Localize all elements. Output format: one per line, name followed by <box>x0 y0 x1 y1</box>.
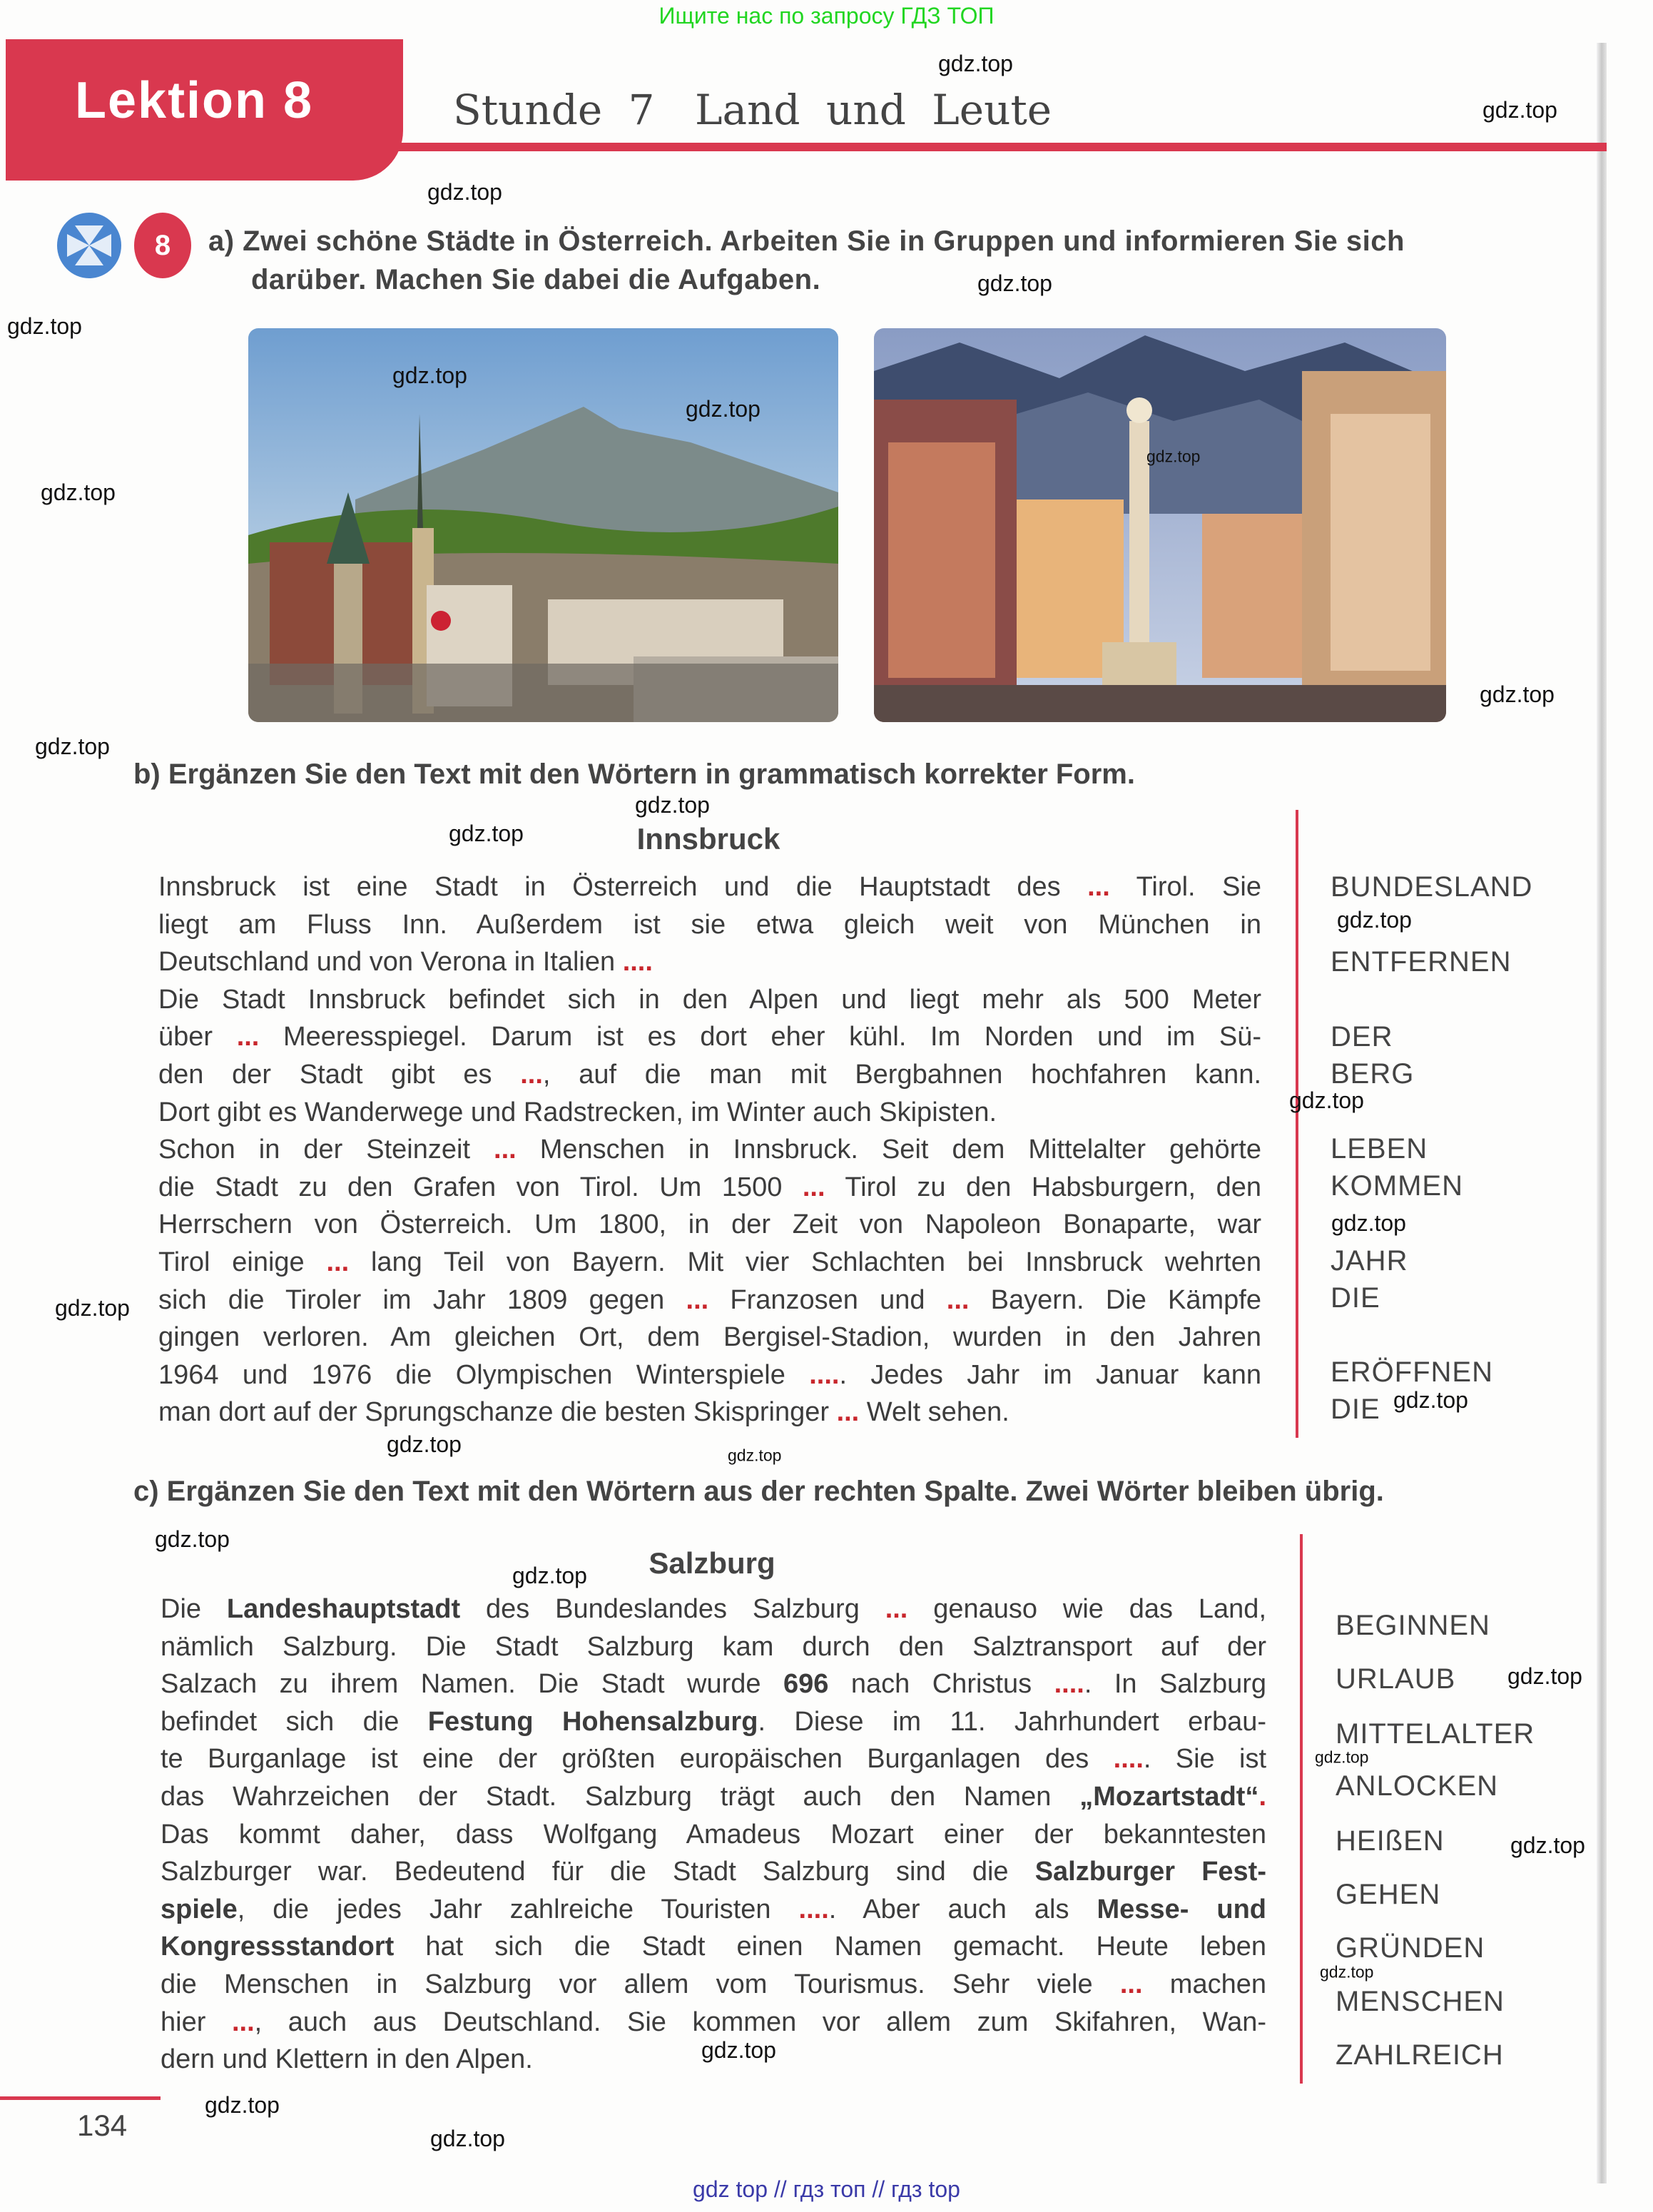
bold-term: spiele <box>161 1894 238 1924</box>
watermark: gdz.top <box>1320 1962 1374 1982</box>
text-run: . Aber auch als <box>828 1894 1097 1924</box>
blank-gap: ... <box>802 1172 825 1202</box>
text-run: Die Stadt Innsbruck befindet sich in den Alpen und liegt mehr als 500 Meter <box>158 984 1261 1015</box>
blank-gap: ... <box>622 947 646 978</box>
text-run: sich die Tiroler im Jahr 1809 gegen <box>158 1284 686 1315</box>
watermark: gdz.top <box>427 179 502 205</box>
word-option: HEIßEN <box>1336 1825 1445 1857</box>
text-run: . In Salzburg <box>1084 1669 1267 1700</box>
word-option: BERG <box>1331 1058 1415 1090</box>
text-run: te Burganlage ist eine der größten europäischen Burganlagen des <box>161 1744 1114 1775</box>
text-line <box>158 1394 1261 1431</box>
watermark: gdz.top <box>1480 681 1555 707</box>
text-run: . Sie ist <box>1143 1744 1266 1775</box>
watermark: gdz.top <box>635 792 710 818</box>
blank-gap: ... <box>326 1247 350 1277</box>
blank-gap: .... <box>798 1894 829 1924</box>
text-run: Die <box>161 1594 227 1624</box>
word-option: BEGINNEN <box>1336 1610 1490 1641</box>
text-run: Tirol. Sie <box>1109 872 1261 902</box>
bold-term: Salzburger Fest- <box>1034 1857 1266 1887</box>
watermark: gdz.top <box>938 51 1013 76</box>
text-run: den der Stadt gibt es <box>158 1060 521 1090</box>
text-line <box>161 1816 1266 1853</box>
word-option: MENSCHEN <box>1336 1986 1505 2017</box>
text-run: , die jedes Jahr zahlreiche Touristen <box>237 1894 799 1924</box>
text-run: Bayern. Die Kämpfe <box>969 1284 1262 1315</box>
watermark: gdz.top <box>512 1563 587 1588</box>
text-run: Franzosen und <box>708 1284 947 1315</box>
word-option: ZAHLREICH <box>1336 2039 1504 2071</box>
word-option: ERÖFFNEN <box>1331 1356 1493 1388</box>
watermark: gdz.top <box>686 396 761 422</box>
text-run: Tirol einige <box>158 1247 327 1277</box>
bold-term: „Mozartstadt“ <box>1079 1782 1259 1812</box>
text-run: Meeresspiegel. Darum ist es dort eher kühl. Im Norden und im Sü- <box>259 1022 1261 1052</box>
text-line <box>158 981 1261 1018</box>
text-run: Dort gibt es Wanderwege und Radstrecken, im Winter auch Skipisten. <box>158 1097 997 1127</box>
watermark: gdz.top <box>728 1446 782 1465</box>
watermark: gdz.top <box>392 362 467 388</box>
watermark: gdz.top <box>1331 1210 1406 1236</box>
text-run: lang Teil von Bayern. Mit vier Schlachten bei Innsbruck wehrten <box>349 1247 1262 1277</box>
column-divider <box>1300 1534 1303 2084</box>
footer-links: gdz top // гдз топ // гдз top <box>693 2176 960 2202</box>
text-line <box>161 1928 1266 1965</box>
text-line <box>158 1206 1261 1243</box>
bold-term: Kongressstandort <box>161 1932 395 1962</box>
text-line <box>158 1056 1261 1093</box>
watermark: gdz.top <box>1393 1387 1468 1413</box>
blank-gap: ... <box>1087 872 1110 902</box>
lesson-title: Lektion 8 <box>75 72 314 129</box>
text-line <box>161 1590 1266 1628</box>
text-run: Salzburger war. Bedeutend für die Stadt Salzburg sind die <box>161 1857 1035 1887</box>
text-run: hat sich die Stadt einen Namen gemacht. Heute leben <box>394 1932 1266 1962</box>
watermark: gdz.top <box>1146 447 1201 466</box>
blank-gap: .... <box>809 1359 840 1390</box>
blank-gap: ... <box>1119 1969 1143 1999</box>
unit-number: Stunde 7 <box>453 86 655 134</box>
watermark: gdz.top <box>35 734 110 759</box>
text-run: . Jedes Jahr im Januar kann <box>839 1359 1262 1390</box>
text-line <box>161 1740 1266 1777</box>
watermark: gdz.top <box>1289 1087 1364 1113</box>
text-line <box>158 1018 1261 1055</box>
word-option: KOMMEN <box>1331 1170 1463 1202</box>
text-run: Welt sehen. <box>859 1397 1009 1428</box>
watermark: gdz.top <box>7 313 82 339</box>
text-line <box>161 1853 1266 1890</box>
text-line <box>158 1131 1261 1168</box>
text-line <box>158 1282 1261 1319</box>
text-line <box>161 1628 1266 1665</box>
blank-gap: .... <box>1054 1669 1084 1700</box>
text-run: , auch aus Deutschland. Sie kommen vor allem zum Skifahren, Wan- <box>254 2006 1267 2037</box>
blank-gap: ... <box>236 1022 260 1052</box>
unit-title <box>453 86 1052 134</box>
text-line <box>158 1169 1261 1206</box>
blank-gap: ... <box>686 1284 709 1315</box>
watermark: gdz.top <box>701 2037 776 2063</box>
watermark: gdz.top <box>1482 97 1557 123</box>
innsbruck-title: Innsbruck <box>636 822 780 856</box>
task-b-heading: b) Ergänzen Sie den Text mit den Wörtern in grammatisch korrekter Form. <box>133 759 1135 790</box>
text-line <box>161 2004 1266 2041</box>
salzburg-title: Salzburg <box>649 1546 775 1580</box>
unit-topic: Land und Leute <box>694 86 1052 134</box>
blank-gap: ... <box>231 2006 255 2037</box>
word-option: DIE <box>1331 1282 1380 1314</box>
word-option: DER <box>1331 1021 1393 1052</box>
text-run: machen <box>1142 1969 1266 1999</box>
word-option: URLAUB <box>1336 1663 1456 1695</box>
bold-term: Messe- und <box>1097 1894 1267 1924</box>
text-run: dern und Klettern in den Alpen. <box>161 2044 533 2075</box>
text-run: nach Christus <box>828 1669 1054 1700</box>
text-run: die Menschen in Salzburg vor allem vom Tourismus. Sehr viele <box>161 1969 1120 1999</box>
blank-gap: ... <box>520 1060 543 1090</box>
watermark: gdz.top <box>430 2126 505 2151</box>
word-option: GEHEN <box>1336 1879 1441 1910</box>
word-option: GRÜNDEN <box>1336 1932 1485 1964</box>
blank-gap: .... <box>1113 1744 1144 1775</box>
blank-gap: ... <box>494 1135 517 1165</box>
watermark: gdz.top <box>1510 1832 1585 1858</box>
bold-term: Festung Hohensalzburg <box>427 1706 758 1737</box>
text-line <box>161 1778 1266 1815</box>
blank-gap: ... <box>836 1397 860 1428</box>
text-line <box>158 1094 1261 1131</box>
page-number: 134 <box>77 2109 128 2142</box>
bold-term: 696 <box>783 1669 829 1700</box>
watermark: gdz.top <box>55 1295 130 1321</box>
text-run: Das kommt daher, dass Wolfgang Amadeus Mozart einer der bekanntesten <box>161 1819 1266 1850</box>
text-run: über <box>158 1022 237 1052</box>
text-run: nämlich Salzburg. Die Stadt Salzburg kam durch den Salztransport auf der <box>161 1631 1266 1662</box>
text-run: befindet sich die <box>161 1706 428 1737</box>
text-run: Deutschland und von Verona in Italien <box>158 947 623 978</box>
text-line <box>161 1665 1266 1703</box>
task-a-line1: a) Zwei schöne Städte in Österreich. Arbeiten Sie in Gruppen und informieren Sie sich <box>208 225 1405 257</box>
bold-term: Landeshauptstadt <box>226 1594 461 1624</box>
search-banner: Ищите нас по запросу ГДЗ ТОП <box>658 3 995 29</box>
word-option: DIE <box>1331 1394 1380 1425</box>
text-run: gingen verloren. Am gleichen Ort, dem Bergisel-Stadion, wurden in den Jahren <box>158 1322 1261 1353</box>
watermark: gdz.top <box>449 821 524 846</box>
text-run: Salzach zu ihrem Namen. Die Stadt wurde <box>161 1669 783 1700</box>
text-run: die Stadt zu den Grafen von Tirol. Um 1500 <box>158 1172 803 1202</box>
text-line <box>161 1891 1266 1928</box>
blank-gap: ... <box>885 1594 908 1624</box>
text-line <box>158 1319 1261 1356</box>
watermark: gdz.top <box>41 480 116 505</box>
text-line <box>158 1244 1261 1281</box>
word-option: JAHR <box>1331 1245 1408 1277</box>
watermark: gdz.top <box>1337 907 1412 933</box>
text-run: liegt am Fluss Inn. Außerdem ist sie etwa gleich weit von München in <box>158 909 1261 940</box>
word-option: ANLOCKEN <box>1336 1770 1499 1802</box>
page-number-rule <box>0 2096 161 2100</box>
column-divider <box>1296 810 1298 1438</box>
watermark: gdz.top <box>977 270 1052 296</box>
text-line <box>158 906 1261 943</box>
blank-gap: ... <box>946 1284 970 1315</box>
watermark: gdz.top <box>1507 1663 1582 1689</box>
text-run: Tirol zu den Habsburgern, den <box>825 1172 1261 1202</box>
watermark: gdz.top <box>387 1431 462 1457</box>
text-run: das Wahrzeichen der Stadt. Salzburg trägt auch den Namen <box>161 1782 1080 1812</box>
text-run: Menschen in Innsbruck. Seit dem Mittelalter gehörte <box>516 1135 1261 1165</box>
salzburg-photo <box>248 328 838 722</box>
blank-gap: . <box>645 947 653 978</box>
text-run: hier <box>161 2006 232 2037</box>
watermark: gdz.top <box>1315 1747 1369 1767</box>
blank-gap: . <box>1258 1782 1266 1812</box>
text-line <box>158 943 1261 980</box>
text-run: Innsbruck ist eine Stadt in Österreich und die Hauptstadt des <box>158 872 1088 902</box>
text-line <box>161 1703 1266 1740</box>
task-a-line2: darüber. Machen Sie dabei die Aufgaben. <box>251 264 821 295</box>
text-run: man dort auf der Sprungschanze die besten Skispringer <box>158 1397 837 1428</box>
page-edge-shadow <box>1597 43 1607 2183</box>
exercise-number-badge: 8 <box>134 213 191 278</box>
word-option: LEBEN <box>1331 1133 1428 1165</box>
text-line <box>158 868 1261 905</box>
word-option: MITTELALTER <box>1336 1718 1535 1750</box>
watermark: gdz.top <box>155 1526 230 1552</box>
text-run: 1964 und 1976 die Olympischen Winterspiele <box>158 1359 810 1390</box>
header-rule <box>385 143 1607 151</box>
text-line <box>161 1966 1266 2003</box>
text-run: , auf die man mit Bergbahnen hochfahren kann. <box>542 1060 1262 1090</box>
task-c-heading: c) Ergänzen Sie den Text mit den Wörtern aus der rechten Spalte. Zwei Wörter bleiben übrig. <box>133 1476 1384 1507</box>
text-run: Schon in der Steinzeit <box>158 1135 494 1165</box>
word-option: ENTFERNEN <box>1331 946 1512 978</box>
text-run: genauso wie das Land, <box>907 1594 1266 1624</box>
text-line <box>158 1356 1261 1394</box>
text-run: des Bundeslandes Salzburg <box>460 1594 885 1624</box>
text-run: Herrschern von Österreich. Um 1800, in der Zeit von Napoleon Bonaparte, war <box>158 1209 1261 1240</box>
word-option: BUNDESLAND <box>1331 871 1533 903</box>
text-run: . Diese im 11. Jahrhundert erbau- <box>758 1706 1266 1737</box>
watermark: gdz.top <box>205 2092 280 2118</box>
innsbruck-photo <box>874 328 1446 722</box>
group-work-icon <box>57 213 121 278</box>
